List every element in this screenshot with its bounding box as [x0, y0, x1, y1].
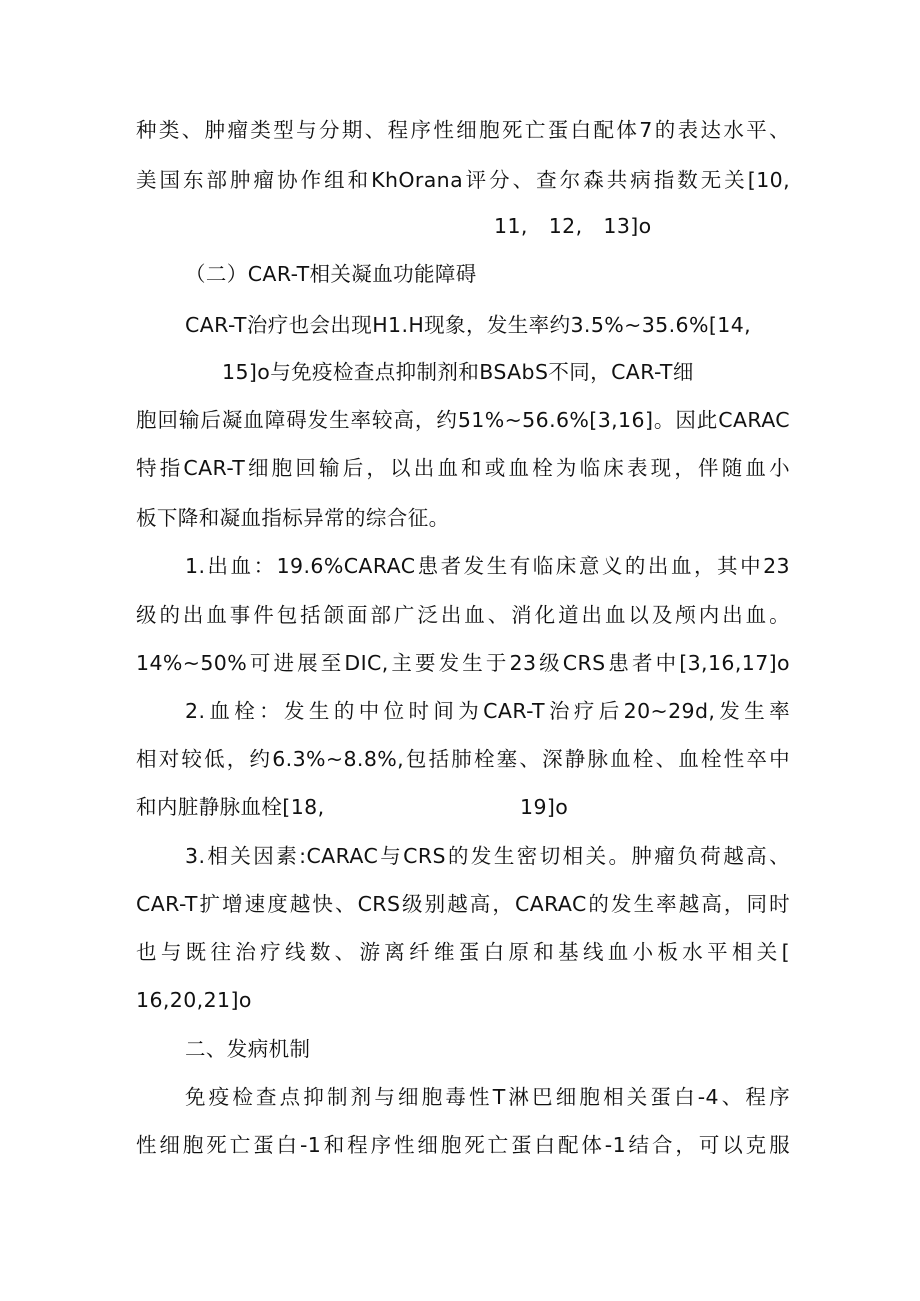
text-line: 级的出血事件包括颌面部广泛出血、消化道出血以及颅内出血。 — [136, 603, 790, 627]
section-heading: （二）CAR-T相关凝血功能障碍 — [185, 262, 477, 286]
text-line: 2.血栓：发生的中位时间为CAR-T治疗后20~29d,发生率 — [185, 699, 790, 723]
text-line: 性细胞死亡蛋白-1和程序性细胞死亡蛋白配体-1结合，可以克服 — [136, 1133, 790, 1157]
text-line: 种类、肿瘤类型与分期、程序性细胞死亡蛋白配体7的表达水平、 — [136, 118, 790, 142]
text-line: 15]o与免疫检查点抑制剂和BSAbS不同，CAR-T细 — [222, 360, 694, 384]
text-line: 相对较低，约6.3%~8.8%,包括肺栓塞、深静脉血栓、血栓性卒中 — [136, 747, 790, 771]
text-line: 特指CAR-T细胞回输后，以出血和或血栓为临床表现，伴随血小 — [136, 456, 790, 480]
text-line: 16,20,21]o — [136, 988, 252, 1012]
text-line: 板下降和凝血指标异常的综合征。 — [136, 506, 450, 530]
text-line: 和内脏静脉血栓[18, — [136, 795, 325, 819]
text-line: CAR-T扩增速度越快、CRS级别越高，CARAC的发生率越高，同时 — [136, 892, 790, 916]
text-line: 胞回输后凝血障碍发生率较高，约51%~56.6%[3,16]。因此CARAC — [136, 408, 790, 432]
text-line: 也与既往治疗线数、游离纤维蛋白原和基线血小板水平相关[ — [136, 940, 790, 964]
text-line: 14%~50%可进展至DIC,主要发生于23级CRS患者中[3,16,17]o — [136, 651, 790, 675]
text-line: 美国东部肿瘤协作组和KhOrana评分、查尔森共病指数无关[10, — [136, 168, 790, 192]
section-heading: 二、发病机制 — [185, 1037, 311, 1061]
text-line: CAR-T治疗也会出现H1.H现象，发生率约3.5%~35.6%[14, — [185, 313, 752, 337]
text-line: 11, 12, 13]o — [494, 214, 652, 238]
text-line: 1.出血：19.6%CARAC患者发生有临床意义的出血，其中23 — [185, 554, 790, 578]
text-line: 3.相关因素:CARAC与CRS的发生密切相关。肿瘤负荷越高、 — [185, 844, 790, 868]
text-line: 免疫检查点抑制剂与细胞毒性T淋巴细胞相关蛋白-4、程序 — [185, 1085, 790, 1109]
text-line: 19]o — [520, 795, 569, 819]
